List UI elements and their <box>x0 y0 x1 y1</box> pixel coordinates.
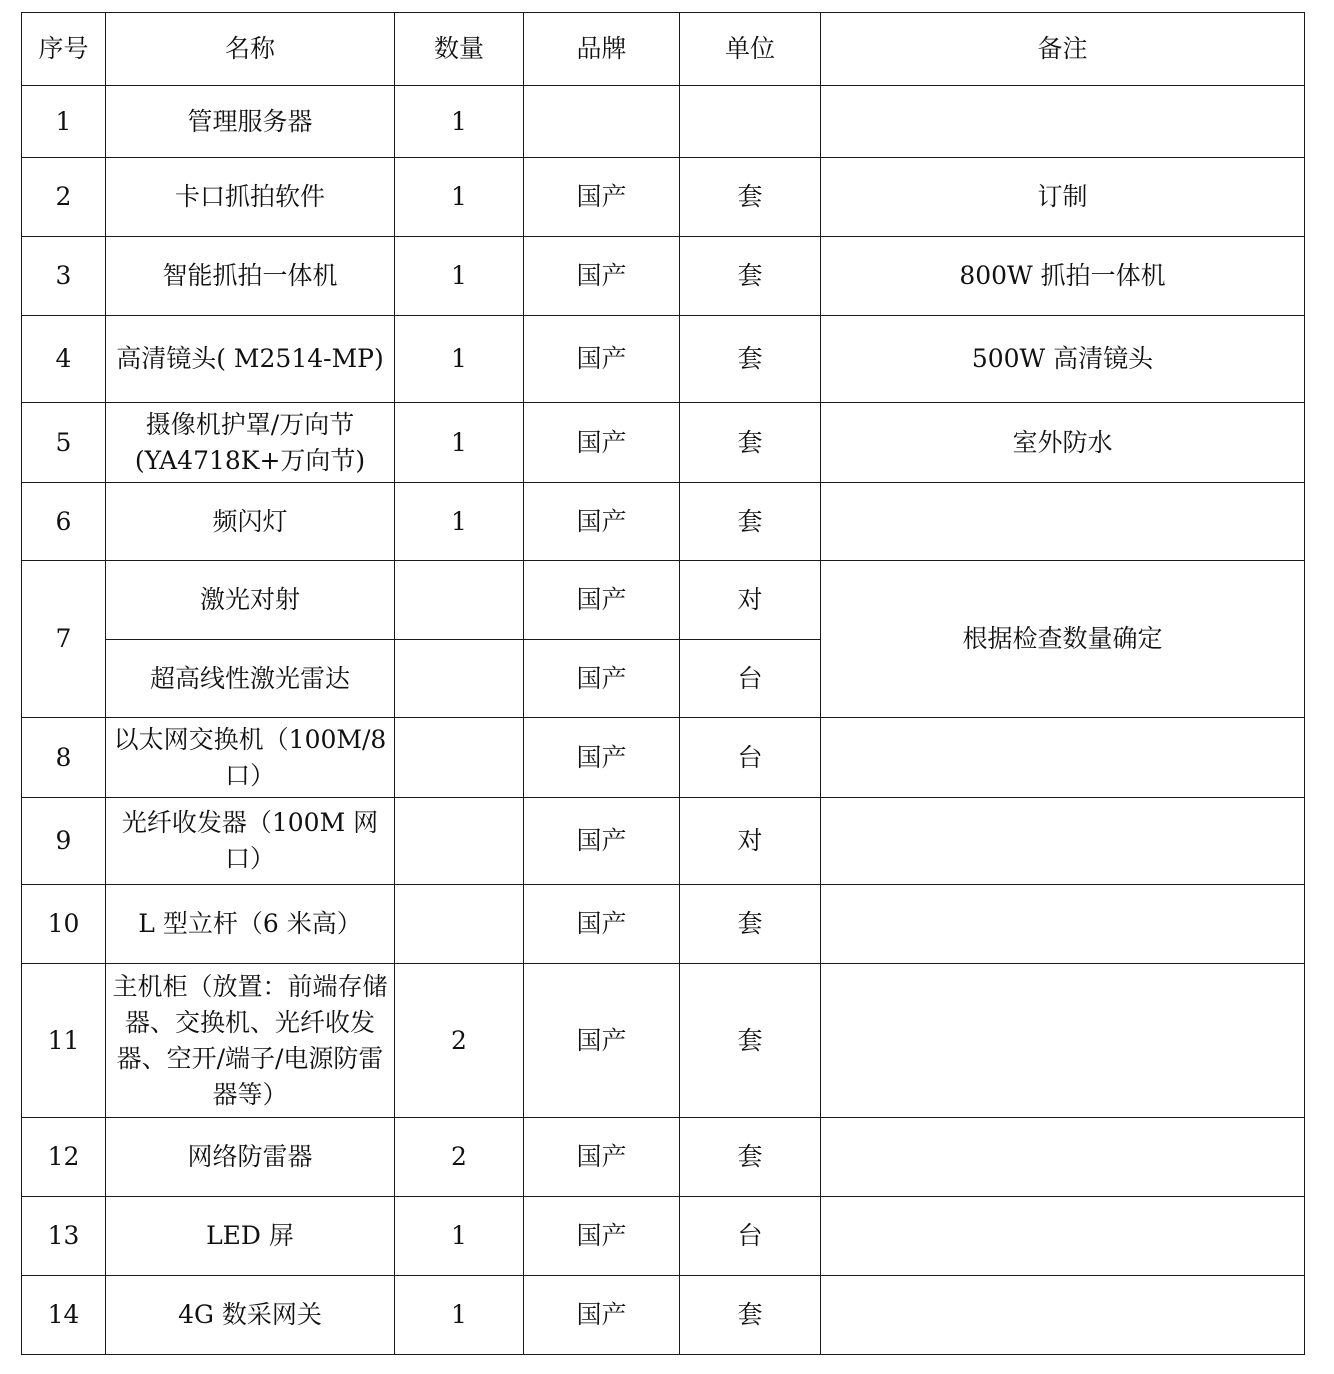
cell-brand: 国产 <box>524 483 680 561</box>
table-row <box>22 964 1305 1118</box>
cell-no: 7 <box>22 561 106 718</box>
cell-note: 根据检查数量确定 <box>821 561 1305 718</box>
cell-unit: 套 <box>680 964 821 1118</box>
cell-unit: 套 <box>680 483 821 561</box>
cell-name: 高清镜头( M2514-MP) <box>106 316 395 403</box>
table-row <box>22 1118 1305 1197</box>
table-row <box>22 561 1305 640</box>
header-name: 名称 <box>106 13 395 86</box>
cell-unit: 台 <box>680 640 821 718</box>
cell-unit: 台 <box>680 718 821 798</box>
cell-no: 9 <box>22 798 106 885</box>
cell-qty: 1 <box>395 403 524 483</box>
cell-name: 超高线性激光雷达 <box>106 640 395 718</box>
cell-unit: 套 <box>680 885 821 964</box>
cell-brand: 国产 <box>524 640 680 718</box>
cell-qty <box>395 798 524 885</box>
header-no: 序号 <box>22 13 106 86</box>
cell-name: 以太网交换机（100M/8口） <box>106 718 395 798</box>
cell-name: 频闪灯 <box>106 483 395 561</box>
cell-qty <box>395 561 524 640</box>
cell-note <box>821 1118 1305 1197</box>
table-row <box>22 403 1305 483</box>
cell-name <box>106 403 395 483</box>
cell-note: 500W 高清镜头 <box>821 316 1305 403</box>
cell-unit: 对 <box>680 561 821 640</box>
cell-note <box>821 798 1305 885</box>
cell-qty: 1 <box>395 237 524 316</box>
cell-brand: 国产 <box>524 1197 680 1276</box>
header-note: 备注 <box>821 13 1305 86</box>
cell-brand: 国产 <box>524 885 680 964</box>
cell-no: 11 <box>22 964 106 1118</box>
cell-name-line: 摄像机护罩/万向节 <box>145 409 355 439</box>
cell-qty <box>395 718 524 798</box>
cell-no: 5 <box>22 403 106 483</box>
cell-note: 800W 抓拍一体机 <box>821 237 1305 316</box>
table-row <box>22 316 1305 403</box>
cell-no: 3 <box>22 237 106 316</box>
cell-note <box>821 1197 1305 1276</box>
cell-unit: 对 <box>680 798 821 885</box>
cell-brand: 国产 <box>524 1118 680 1197</box>
cell-qty <box>395 885 524 964</box>
cell-unit: 套 <box>680 158 821 237</box>
cell-unit <box>680 86 821 158</box>
table-row <box>22 798 1305 885</box>
cell-name: L 型立杆（6 米高） <box>106 885 395 964</box>
header-unit: 单位 <box>680 13 821 86</box>
cell-brand: 国产 <box>524 237 680 316</box>
cell-note <box>821 1276 1305 1355</box>
header-row <box>22 13 1305 86</box>
cell-qty: 1 <box>395 316 524 403</box>
cell-note <box>821 964 1305 1118</box>
cell-qty: 2 <box>395 1118 524 1197</box>
cell-name: 智能抓拍一体机 <box>106 237 395 316</box>
cell-brand: 国产 <box>524 798 680 885</box>
cell-no: 2 <box>22 158 106 237</box>
cell-unit: 套 <box>680 1118 821 1197</box>
cell-qty: 1 <box>395 158 524 237</box>
cell-brand: 国产 <box>524 403 680 483</box>
cell-brand <box>524 86 680 158</box>
cell-no: 13 <box>22 1197 106 1276</box>
equipment-table <box>21 12 1305 1355</box>
cell-no: 1 <box>22 86 106 158</box>
cell-unit: 套 <box>680 403 821 483</box>
table-row <box>22 885 1305 964</box>
cell-no: 4 <box>22 316 106 403</box>
table-row <box>22 483 1305 561</box>
header-brand: 品牌 <box>524 13 680 86</box>
cell-brand: 国产 <box>524 718 680 798</box>
cell-name: 光纤收发器（100M 网口） <box>106 798 395 885</box>
cell-no: 8 <box>22 718 106 798</box>
header-qty: 数量 <box>395 13 524 86</box>
table-row <box>22 158 1305 237</box>
cell-brand: 国产 <box>524 316 680 403</box>
cell-note <box>821 483 1305 561</box>
table-row <box>22 237 1305 316</box>
cell-name: 4G 数采网关 <box>106 1276 395 1355</box>
cell-name: 卡口抓拍软件 <box>106 158 395 237</box>
cell-qty: 1 <box>395 86 524 158</box>
cell-brand: 国产 <box>524 561 680 640</box>
cell-note: 订制 <box>821 158 1305 237</box>
cell-qty: 1 <box>395 1197 524 1276</box>
cell-qty: 1 <box>395 483 524 561</box>
cell-name: 主机柜（放置：前端存储器、交换机、光纤收发器、空开/端子/电源防雷器等） <box>106 964 395 1118</box>
cell-no: 12 <box>22 1118 106 1197</box>
table-row <box>22 1197 1305 1276</box>
table-row <box>22 86 1305 158</box>
cell-note: 室外防水 <box>821 403 1305 483</box>
cell-note <box>821 885 1305 964</box>
cell-qty: 1 <box>395 1276 524 1355</box>
cell-no: 14 <box>22 1276 106 1355</box>
cell-note <box>821 86 1305 158</box>
cell-name: 激光对射 <box>106 561 395 640</box>
cell-qty: 2 <box>395 964 524 1118</box>
cell-qty <box>395 640 524 718</box>
cell-brand: 国产 <box>524 964 680 1118</box>
cell-name-line: (YA4718K+万向节) <box>134 445 366 475</box>
table-row <box>22 718 1305 798</box>
cell-brand: 国产 <box>524 158 680 237</box>
cell-brand: 国产 <box>524 1276 680 1355</box>
cell-name: 管理服务器 <box>106 86 395 158</box>
cell-unit: 套 <box>680 316 821 403</box>
table-row <box>22 1276 1305 1355</box>
cell-unit: 套 <box>680 1276 821 1355</box>
cell-name: LED 屏 <box>106 1197 395 1276</box>
cell-no: 10 <box>22 885 106 964</box>
cell-no: 6 <box>22 483 106 561</box>
cell-note <box>821 718 1305 798</box>
cell-unit: 套 <box>680 237 821 316</box>
cell-name: 网络防雷器 <box>106 1118 395 1197</box>
cell-unit: 台 <box>680 1197 821 1276</box>
